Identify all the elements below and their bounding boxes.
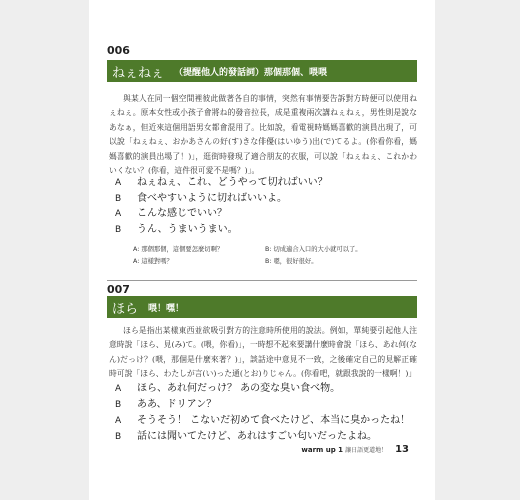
footer-unit: warm up 1 [301, 446, 344, 454]
speaker-label: B [115, 225, 122, 235]
dialogue-line [115, 203, 415, 219]
footer-title: 讓日語更道地！ [345, 447, 388, 454]
dialogue-line [115, 188, 415, 204]
translation-line: A: 這樣對嗎？ [133, 258, 173, 265]
speaker-label: A [115, 209, 122, 219]
explanation-paragraph: 與某人在同一個空間裡彼此做著各自的事情，突然有事情要告訴對方時便可以使用ねぇねぇ。原本女性或小孩子會將ね的發音拉長，成是重複兩次講ねぇねぇ，男性則是說なあなぁ，但近來這個用語男女都會混用了。比如說，看電視時媽媽喜歡的演員出現了，可以說「ねぇねぇ、おかあさんの好(す)きな俳優(はいゆう)出(で)てるよ。(你看你看，媽媽喜歡的演員出場了！)」，逛街時發現了適合朋友的衣服，可以說「ねぇねぇ、これかわいくない？(你看，這件很可愛不是嗎？)」。 [109, 94, 417, 176]
speaker-label: B [115, 194, 122, 204]
explanation-paragraph: ほら是指出某樣東西並欲吸引對方的注意時所使用的說法。例如，單純要引起他人注意時說「ほら、見(み)て。(喂，你看)」，一時想不起來要講什麼時會說「ほら、あれ何(なん)だっけ？(喂，那個是什麼來著？)」，談話途中意見不一致，之後確定自己的見解正確時可說「ほら、わたしが言(い)った通(とお)りじゃん。(你看吧，就跟我說的一樣啊！)」 [109, 326, 417, 379]
dialogue-text: そうそう！ こないだ初めて食べたけど、本当に臭かったね！ [137, 415, 411, 426]
dialogue-text: ああ、ドリアン？ [137, 399, 217, 410]
page-footer [301, 444, 409, 455]
page-number: 13 [395, 444, 409, 455]
section-gloss: 喂！嘿！ [148, 303, 185, 314]
dialogue-line [115, 378, 415, 394]
dialogue-line [115, 394, 415, 410]
section-phrase: ねぇねぇ [112, 65, 165, 81]
translation-line: A: 那個那個，這個要怎麼切啊？ [133, 246, 224, 253]
dialogue-line [115, 410, 415, 426]
section-number: 007 [107, 283, 130, 296]
section-header-bar [107, 60, 417, 82]
translation-line: B: 切成適合入口的大小就可以了。 [265, 246, 362, 253]
section-gloss: （提醒他人的發話詞）那個那個、喂喂 [174, 67, 328, 78]
speaker-label: A [115, 416, 122, 426]
book-page [89, 0, 435, 500]
speaker-label: B [115, 400, 122, 410]
section-header-bar [107, 296, 417, 318]
dialogue-text: うん、うまいうまい。 [137, 224, 238, 235]
section-divider [107, 280, 417, 281]
dialogue-text: 話には聞いてたけど、あれはすごい匂いだったよね。 [137, 431, 377, 442]
dialogue-text: ほら、あれ何だっけ？ あの変な臭い食べ物。 [137, 383, 341, 394]
translation-line: B: 嗯，很好很好。 [265, 258, 318, 265]
speaker-label: A [115, 178, 122, 188]
dialogue-text: こんな感じでいい？ [137, 208, 227, 219]
section-phrase: ほら [112, 301, 139, 317]
dialogue-line [115, 219, 415, 235]
dialogue-text: ねぇねぇ、これ、どうやって切ればいい？ [137, 177, 328, 188]
dialogue-line [115, 172, 415, 188]
section-number: 006 [107, 44, 130, 57]
speaker-label: B [115, 432, 122, 442]
dialogue-text: 食べやすいように切ればいいよ。 [137, 193, 287, 204]
speaker-label: A [115, 384, 122, 394]
dialogue-line [115, 426, 415, 442]
